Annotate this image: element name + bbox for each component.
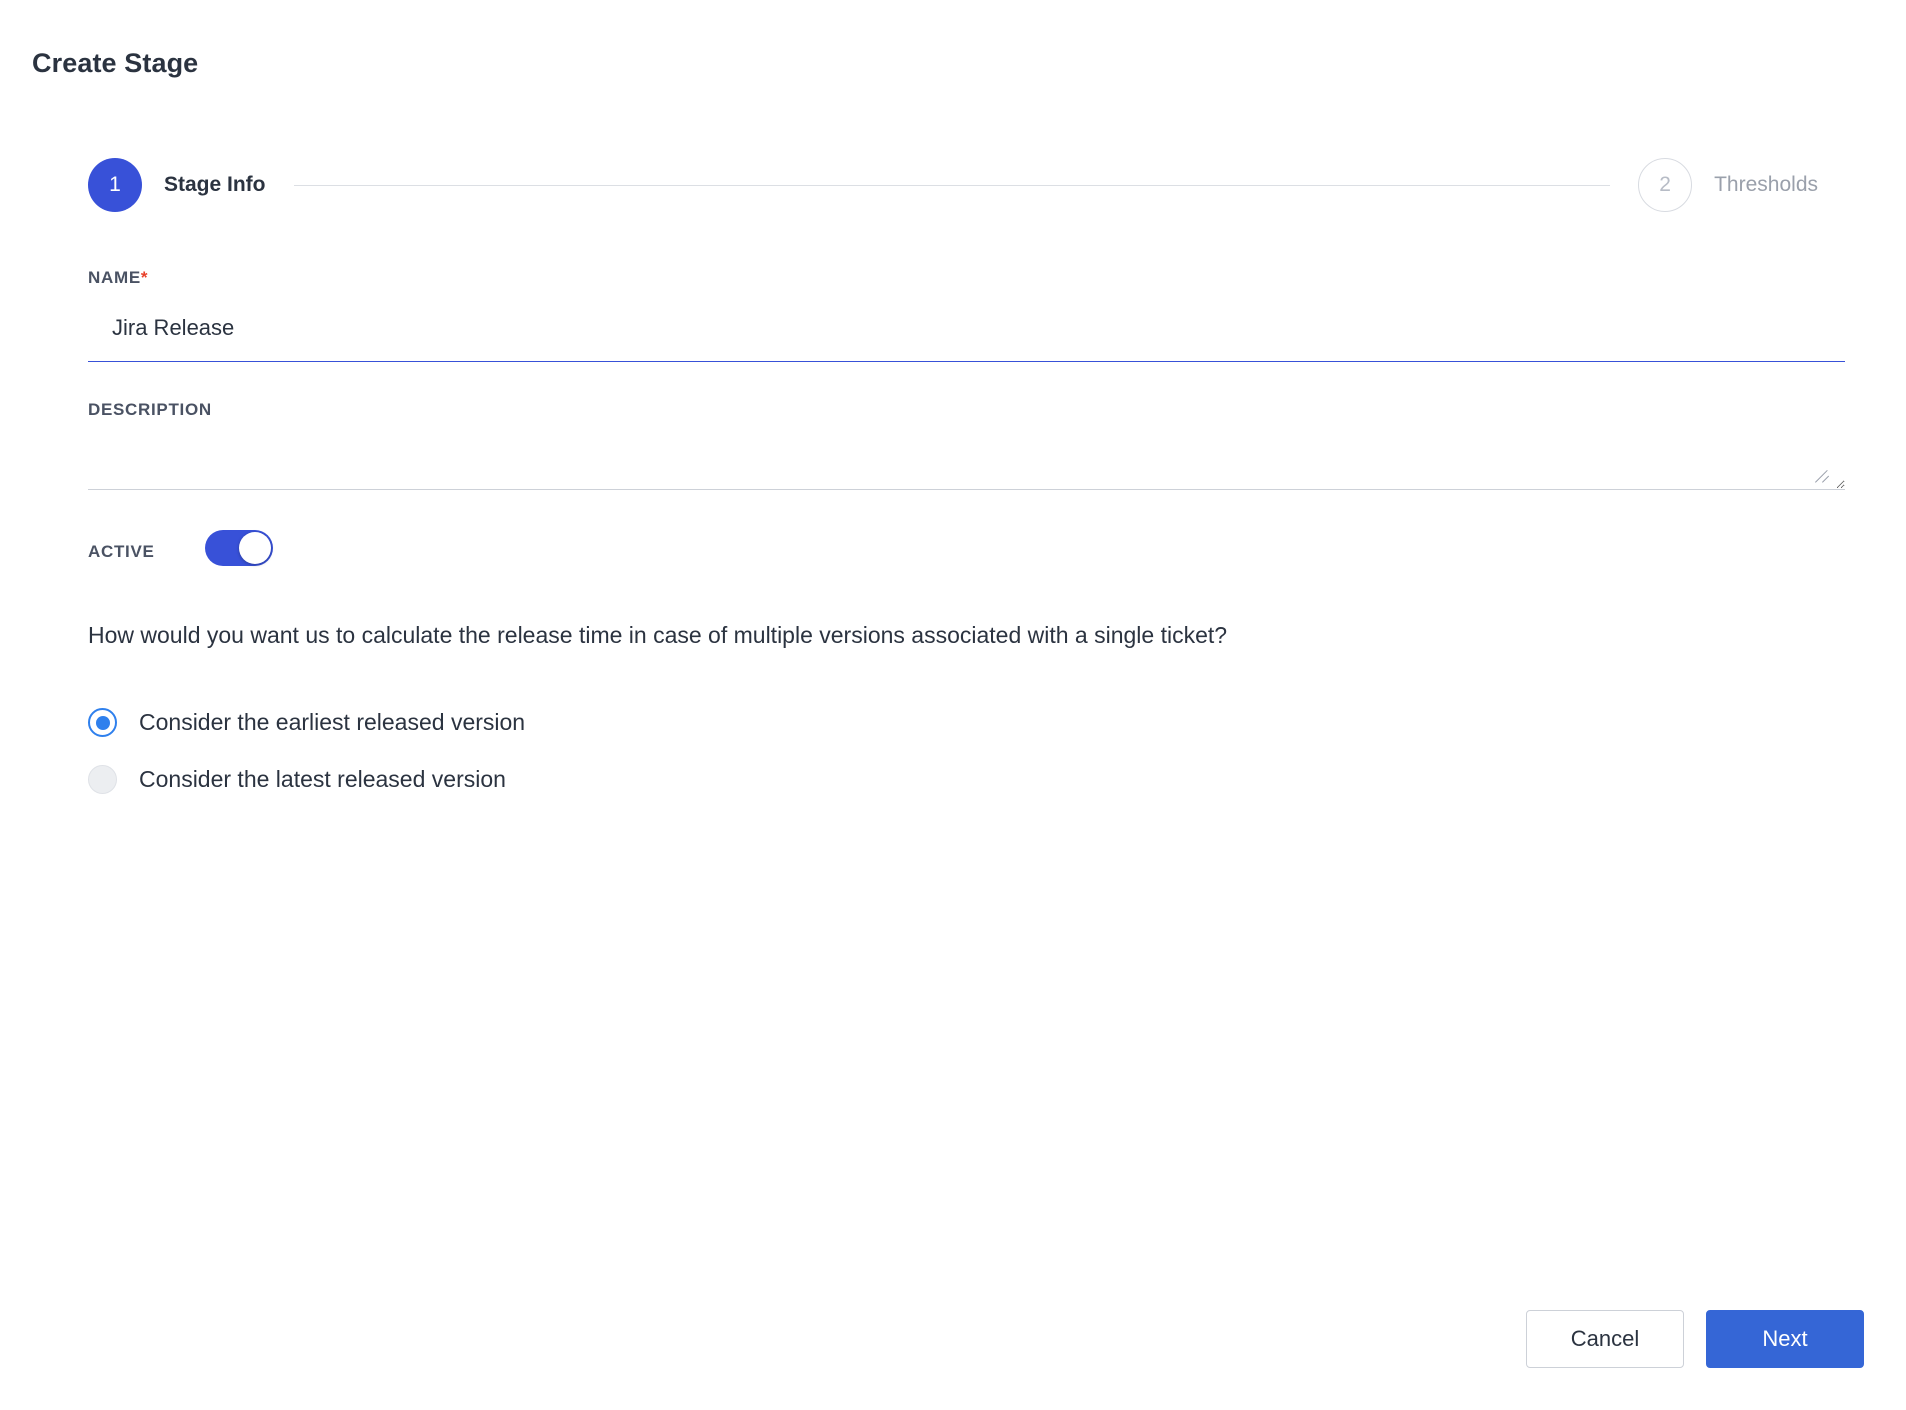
radio-earliest-label: Consider the earliest released version: [139, 709, 526, 735]
active-toggle[interactable]: [205, 530, 273, 566]
step-1-number: 1: [88, 158, 142, 212]
active-field-label: ACTIVE: [88, 542, 155, 561]
required-marker: *: [140, 268, 149, 287]
toggle-knob: [239, 532, 271, 564]
description-input[interactable]: [88, 432, 1845, 490]
name-field-label: [88, 268, 148, 288]
stepper-connector-line: [294, 185, 1611, 186]
step-thresholds[interactable]: [1638, 158, 1818, 212]
release-time-question: How would you want us to calculate the release time in case of multiple versions associated with a single ticket?: [88, 622, 1228, 648]
radio-earliest-icon[interactable]: [88, 708, 117, 737]
radio-option-earliest[interactable]: [88, 708, 525, 737]
radio-latest-icon[interactable]: [88, 765, 117, 794]
dialog-footer: [1526, 1310, 1864, 1368]
next-button[interactable]: Next: [1706, 1310, 1864, 1368]
radio-latest-label: Consider the latest released version: [139, 766, 506, 792]
name-input[interactable]: [88, 300, 1845, 362]
cancel-button[interactable]: Cancel: [1526, 1310, 1684, 1368]
page-title: Create Stage: [32, 48, 199, 78]
wizard-stepper: [88, 158, 1818, 212]
step-1-label: Stage Info: [164, 173, 266, 196]
name-label-text: NAME: [88, 268, 141, 287]
step-2-label: Thresholds: [1714, 173, 1818, 196]
radio-option-latest[interactable]: [88, 765, 525, 794]
step-stage-info[interactable]: [88, 158, 266, 212]
release-version-radio-group: [88, 708, 525, 822]
step-2-number: 2: [1638, 158, 1692, 212]
description-field-label: DESCRIPTION: [88, 400, 212, 419]
